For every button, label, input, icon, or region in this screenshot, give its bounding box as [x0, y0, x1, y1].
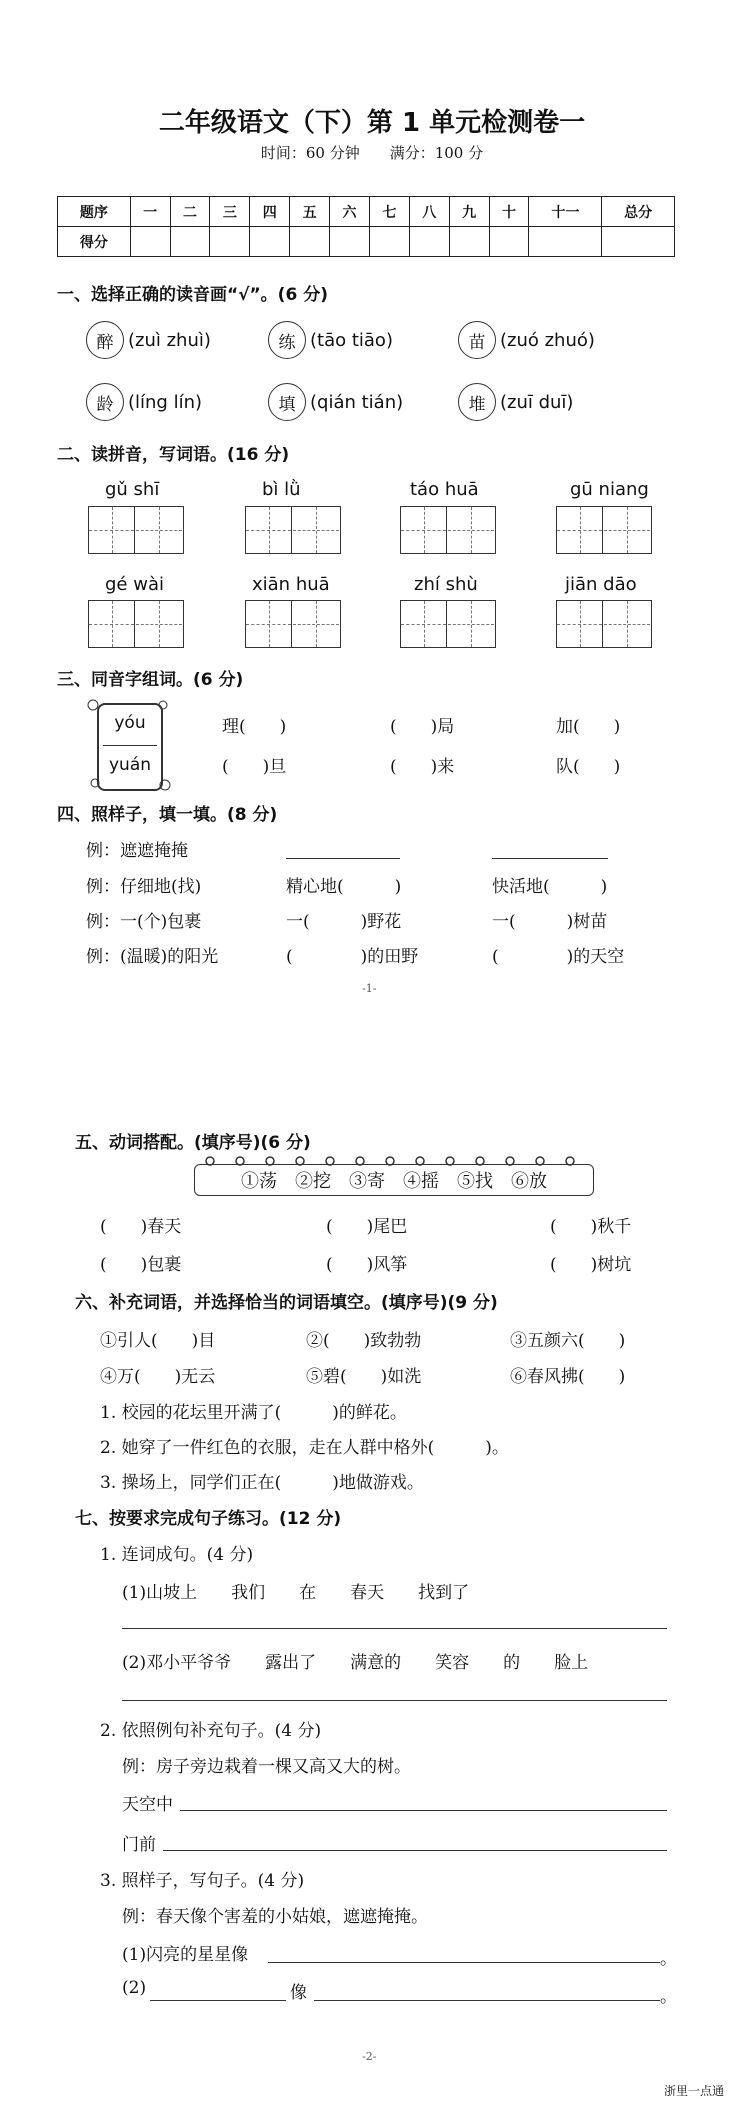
score-cell[interactable]	[449, 227, 489, 257]
table-header-cell: 十	[489, 197, 529, 227]
score-table	[57, 196, 675, 257]
writing-grid[interactable]	[400, 506, 496, 554]
sentence-start: (1)闪亮的星星像	[122, 1945, 249, 1965]
character-flower-icon: 堆	[458, 383, 496, 421]
character-flower-icon: 醉	[86, 321, 124, 359]
table-header-cell: 五	[290, 197, 330, 227]
score-cell[interactable]	[130, 227, 170, 257]
table-header-cell: 总分	[602, 197, 675, 227]
word-list: (1)山坡上 我们 在 春天 找到了	[122, 1583, 470, 1603]
pronunciation-item[interactable]	[268, 383, 403, 421]
verb-options-box	[194, 1164, 594, 1196]
table-header-cell: 八	[409, 197, 449, 227]
character-flower-icon: 填	[268, 383, 306, 421]
section-3-title: 三、同音字组词。(6 分)	[57, 670, 244, 690]
period-mark: 。	[660, 1949, 677, 1969]
pinyin-options: (zuī duī)	[500, 391, 574, 413]
answer-line[interactable]	[122, 1628, 667, 1629]
table-header-cell: 二	[170, 197, 210, 227]
pronunciation-item[interactable]	[458, 321, 595, 359]
exam-info: 时间：60 分钟 满分：100 分	[260, 144, 484, 162]
pinyin-options: (tāo tiāo)	[310, 329, 393, 351]
example-text: 例：遮遮掩掩	[86, 841, 188, 861]
answer-line[interactable]	[492, 858, 608, 859]
score-cell[interactable]	[330, 227, 370, 257]
verb-match-blank[interactable]: ( )春天	[100, 1217, 182, 1237]
example-text: 例：(温暖)的阳光	[86, 947, 219, 967]
page-title: 二年级语文（下）第 1 单元检测卷一	[158, 108, 586, 138]
verb-match-blank[interactable]: ( )包裹	[100, 1255, 182, 1275]
sub-question: 2. 依照例句补充句子。(4 分)	[100, 1721, 322, 1741]
character-flower-icon: 苗	[458, 321, 496, 359]
table-header-cell: 三	[210, 197, 250, 227]
character-flower-icon: 龄	[86, 383, 124, 421]
pinyin-prompt: bì lǜ	[262, 479, 301, 500]
score-cell[interactable]	[369, 227, 409, 257]
writing-grid[interactable]	[245, 506, 341, 554]
page-number: -2-	[362, 2050, 377, 2063]
table-row-label: 得分	[58, 227, 131, 257]
pinyin-options: (qián tián)	[310, 391, 404, 413]
idiom-blank[interactable]: ③五颜六( )	[510, 1331, 626, 1351]
example-text: 例：一(个)包裹	[86, 912, 202, 932]
sentence-middle: 像	[290, 1983, 307, 2003]
answer-line[interactable]	[150, 2000, 286, 2001]
section-6-title: 六、补充词语，并选择恰当的词语填空。(填序号)(9 分)	[75, 1293, 498, 1313]
sentence-start: 门前	[122, 1835, 156, 1855]
table-header-cell: 六	[330, 197, 370, 227]
section-5-title: 五、动词搭配。(填序号)(6 分)	[75, 1133, 311, 1153]
answer-line[interactable]	[314, 2000, 660, 2001]
pinyin-prompt: gū niang	[570, 479, 649, 500]
section-7-title: 七、按要求完成句子练习。(12 分)	[75, 1509, 342, 1529]
answer-line[interactable]	[180, 1810, 667, 1811]
score-cell[interactable]	[409, 227, 449, 257]
score-cell[interactable]	[290, 227, 330, 257]
table-header-cell: 一	[130, 197, 170, 227]
verb-match-blank[interactable]: ( )树坑	[550, 1255, 632, 1275]
table-header-cell: 十一	[529, 197, 602, 227]
fill-sentence[interactable]: 2. 她穿了一件红色的衣服，走在人群中格外( )。	[100, 1438, 509, 1458]
pronunciation-item[interactable]	[86, 321, 211, 359]
table-header-cell: 四	[250, 197, 290, 227]
verb-options: ①荡 ②挖 ③寄 ④摇 ⑤找 ⑥放	[241, 1171, 547, 1192]
pinyin-prompt: gé wài	[105, 574, 164, 595]
score-cell[interactable]	[210, 227, 250, 257]
score-cell[interactable]	[489, 227, 529, 257]
answer-line[interactable]	[286, 858, 400, 859]
fill-blank[interactable]: 快活地( )	[492, 877, 608, 897]
table-header-cell: 九	[449, 197, 489, 227]
idiom-blank[interactable]: ①引人( )目	[100, 1331, 216, 1351]
writing-grid[interactable]	[88, 506, 184, 554]
writing-grid[interactable]	[556, 506, 652, 554]
verb-match-blank[interactable]: ( )风筝	[326, 1255, 408, 1275]
writing-grid[interactable]	[245, 600, 341, 648]
fill-blank[interactable]: 精心地( )	[286, 877, 402, 897]
pronunciation-item[interactable]	[86, 383, 202, 421]
pinyin-options: (zuì zhuì)	[128, 329, 211, 351]
homophone-blank[interactable]: ( )旦	[222, 757, 287, 777]
fill-blank[interactable]: 一( )野花	[286, 912, 402, 932]
section-1-title: 一、选择正确的读音画“√”。(6 分)	[57, 285, 328, 305]
homophone-pinyin-1: yóu	[114, 713, 146, 733]
writing-grid[interactable]	[556, 600, 652, 648]
score-cell[interactable]	[170, 227, 210, 257]
score-cell[interactable]	[529, 227, 602, 257]
writing-grid[interactable]	[400, 600, 496, 648]
pronunciation-item[interactable]	[458, 383, 573, 421]
fill-sentence[interactable]: 1. 校园的花坛里开满了( )的鲜花。	[100, 1403, 407, 1423]
score-cell[interactable]	[250, 227, 290, 257]
section-2-title: 二、读拼音，写词语。(16 分)	[57, 445, 290, 465]
idiom-blank[interactable]: ⑤碧( )如洗	[306, 1367, 422, 1387]
pinyin-prompt: zhí shù	[414, 574, 478, 595]
footer-watermark: 浙里一点通	[664, 2084, 725, 2098]
pinyin-options: (líng lín)	[128, 391, 203, 413]
pinyin-prompt: táo huā	[410, 479, 479, 500]
idiom-blank[interactable]: ④万( )无云	[100, 1367, 216, 1387]
spiral-binding-icon	[200, 1154, 590, 1168]
character-flower-icon: 练	[268, 321, 306, 359]
page-number: -1-	[362, 982, 377, 995]
idiom-blank[interactable]: ⑥春风拂( )	[510, 1367, 626, 1387]
example-text: 例：仔细地(找)	[86, 877, 202, 897]
homophone-blank[interactable]: ( )局	[390, 717, 455, 737]
homophone-pinyin-2: yuán	[108, 755, 152, 775]
fill-blank[interactable]: ( )的天空	[492, 947, 625, 967]
fill-blank[interactable]: ( )的田野	[286, 947, 419, 967]
sub-question: 1. 连词成句。(4 分)	[100, 1545, 254, 1565]
homophone-blank[interactable]: 加( )	[556, 717, 621, 737]
homophone-blank[interactable]: 队( )	[556, 757, 621, 777]
pinyin-prompt: jiān dāo	[565, 574, 637, 595]
table-header-cell: 题序	[58, 197, 131, 227]
pronunciation-item[interactable]	[268, 321, 393, 359]
answer-line[interactable]	[163, 1850, 667, 1851]
flower-decoration-icon	[85, 695, 175, 795]
sub-question: 3. 照样子，写句子。(4 分)	[100, 1871, 305, 1891]
homophone-blank[interactable]: 理( )	[222, 717, 287, 737]
section-4-title: 四、照样子，填一填。(8 分)	[57, 805, 278, 825]
fill-blank[interactable]: 一( )树苗	[492, 912, 608, 932]
table-header-cell: 七	[369, 197, 409, 227]
pinyin-prompt: xiān huā	[252, 574, 330, 595]
verb-match-blank[interactable]: ( )秋千	[550, 1217, 632, 1237]
answer-line[interactable]	[122, 1700, 667, 1701]
example-text: 例：房子旁边栽着一棵又高又大的树。	[122, 1757, 411, 1777]
sentence-start: 天空中	[122, 1795, 173, 1815]
homophone-blank[interactable]: ( )来	[390, 757, 455, 777]
pinyin-options: (zuó zhuó)	[500, 329, 595, 351]
fill-sentence[interactable]: 3. 操场上，同学们正在( )地做游戏。	[100, 1473, 424, 1493]
word-list: (2)邓小平爷爷 露出了 满意的 笑容 的 脸上	[122, 1653, 589, 1673]
writing-grid[interactable]	[88, 600, 184, 648]
verb-match-blank[interactable]: ( )尾巴	[326, 1217, 408, 1237]
pinyin-prompt: gǔ shī	[105, 479, 160, 500]
answer-line[interactable]	[268, 1962, 660, 1963]
example-text: 例：春天像个害羞的小姑娘，遮遮掩掩。	[122, 1907, 428, 1927]
score-cell[interactable]	[602, 227, 675, 257]
period-mark: 。	[660, 1987, 677, 2007]
sentence-start: (2)	[122, 1978, 147, 1998]
idiom-blank[interactable]: ②( )致勃勃	[306, 1331, 422, 1351]
